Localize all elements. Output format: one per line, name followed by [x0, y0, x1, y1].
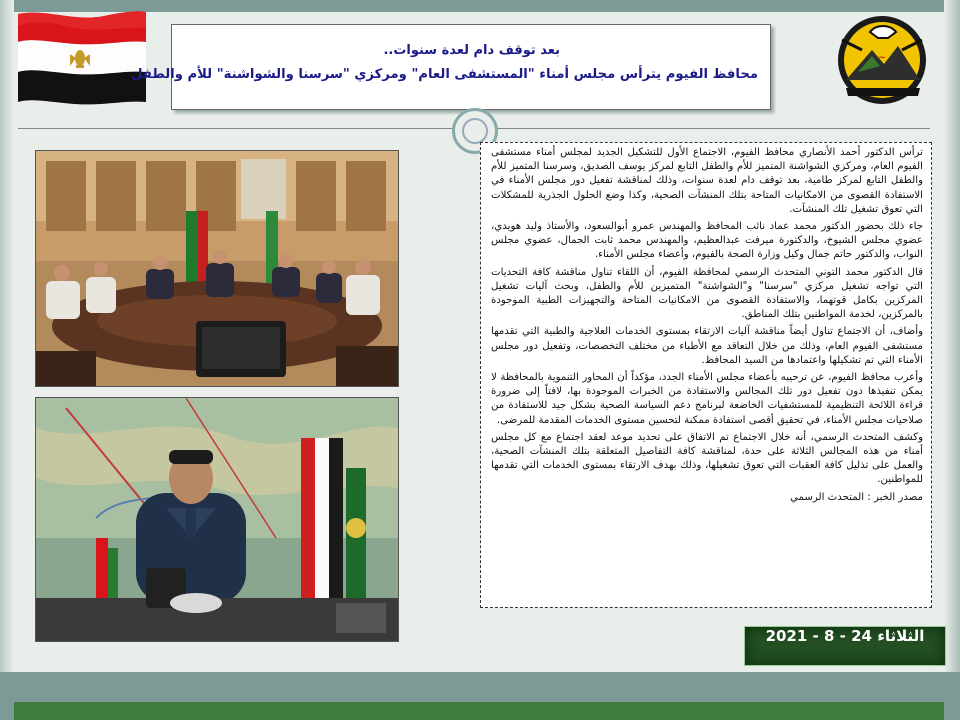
left-border — [0, 0, 14, 720]
governor-desk-image — [36, 398, 398, 641]
egypt-flag-icon — [14, 8, 148, 106]
governor-photo — [35, 397, 399, 642]
date-badge — [744, 626, 946, 666]
right-border — [944, 0, 960, 720]
article-paragraph: جاء ذلك بحضور الدكتور محمد عماد نائب المحافظ والمهندس عمرو أبوالسعود، والأستاذ وليد هويدي، عضوي مجلس الشيوخ، والدكتورة ميرفت عبدالعظيم، والمهندس محمد ثابت الجمال، عضوي مجلس النواب، والدكتور حاتم جمال وكيل وزارة الصحة بالفيوم، وأعضاء مجلس الأمناء. — [491, 221, 923, 261]
divider-left — [18, 128, 478, 129]
date-text: الثلاثاء 24 - 8 - 2021 — [765, 627, 925, 645]
fayoum-governorate-logo — [832, 10, 932, 110]
headline-title: محافظ الفيوم يترأس مجلس أمناء "المستشفى العام" ومركزي "سرسنا والشواشنة" للأم والطفل — [131, 67, 758, 82]
article-paragraph: وكشف المتحدث الرسمي، أنه خلال الاجتماع تم الاتفاق على تحديد موعد لعقد اجتماع مع كل مجلس أمناء من هذه المجالس الثلاثة على حدة، لمناقشة كافة التفاصيل المتعلقة بتلك المنشآت الصحية، والعمل على تذليل كافة العقبات التي تعوق تشغيلها، وذلك بهدف الارتقاء بمستوى الخدمات التي تقدمها للمواطنين. — [491, 431, 923, 486]
meeting-photo — [35, 150, 399, 387]
divider-right — [470, 128, 930, 129]
bottom-green-bar — [14, 702, 944, 720]
article-paragraph: وأعرب محافظ الفيوم، عن ترحيبه بأعضاء مجلس الأمناء الجدد، مؤكداً أن المحاور التنموية بالمحافظة لا يمكن تنفيذها دون تفعيل دور تلك المجالس والاستفادة من الخبرات الموجودة بها، لافتاً إلى ضرورة قراءة اللائحة التنظيمية للمستشفيات الخاضعة لبرنامج دعم السياسة الصحية بشكل جيد للاستفادة من صلاحيات مجلس الأمناء، في تحقيق أقصى استفادة ممكنة لتحسين مستوى الخدمات المقدمة للمرضى. — [491, 372, 923, 426]
article-paragraph: وأضاف، أن الاجتماع تناول أيضاً مناقشة آليات الارتقاء بمستوى الخدمات العلاجية والطبية التي تقدمها مستشفى الفيوم العام، وذلك من خلال التعاقد مع الأطباء من مختلف التخصصات، وتفعيل دور مجلس الأمناء التي تم تشكيلها واعتمادها من السيد المحافظ. — [491, 326, 923, 366]
headline-kicker: بعد توقف دام لعدة سنوات.. — [383, 43, 560, 58]
article-paragraph: قال الدكتور محمد التوني المتحدث الرسمي لمحافظة الفيوم، أن اللقاء تناول مناقشة كافة التحديات التي تواجه تشغيل مركزي "سرسنا" و"الشواشنة" المتميزين للأم والطفل، وبحث آليات تشغيل المركزين بكامل قوتهما، والاستفادة القصوى من الامكانيات المتاحة والتجهيزات الطبية الموجودة بالمركزين، لخدمة المواطنين بتلك المناطق. — [491, 266, 923, 321]
article-body — [480, 142, 932, 608]
headline-box — [131, 24, 771, 110]
article-source: مصدر الخبر : المتحدث الرسمي — [789, 491, 923, 503]
meeting-room-image — [36, 151, 398, 386]
svg-text:~: ~ — [878, 53, 886, 63]
article-paragraph: ترأس الدكتور أحمد الأنصاري محافظ الفيوم، الاجتماع الأول للتشكيل الجديد لمجلس أمناء مستشفى الفيوم العام، ومركزي الشواشنة المتميز للأم والطفل التابع لمركز يوسف الصديق، وسرسنا المتميز للأم والطفل التابع لمركز طامية، بعد توقف دام لعدة سنوات، وذلك لمناقشة تفعيل دور مجلس الأمناء في الاستفادة القصوى من الامكانيات المتاحة بتلك المنشآت الصحية، وكذا وضع الحلول الجذرية للمشكلات التي تعوق تشغيل تلك المنشآت. — [491, 147, 923, 215]
